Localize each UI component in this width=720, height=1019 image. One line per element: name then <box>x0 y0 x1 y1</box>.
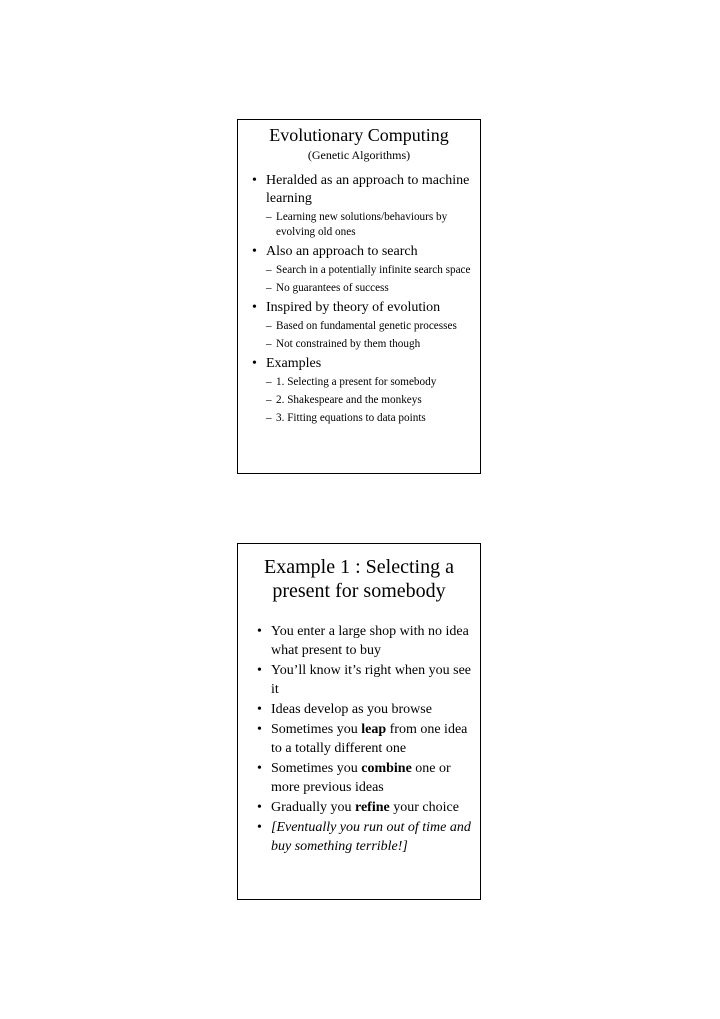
dash-icon: – <box>266 282 272 294</box>
bullet-icon: • <box>252 244 257 259</box>
dash-icon: – <box>266 211 272 223</box>
slide-subtitle: (Genetic Algorithms) <box>307 148 411 162</box>
bullet-text <box>271 722 467 756</box>
bold-keyword-combine: combine <box>361 761 412 776</box>
sub-bullet-text: 1. Selecting a present for somebody <box>276 376 437 388</box>
bullet-item <box>257 798 474 817</box>
sub-bullet-item <box>252 210 476 240</box>
sub-bullet-item <box>252 337 476 352</box>
bold-keyword-refine: refine <box>354 800 390 815</box>
bullet-item <box>257 720 474 758</box>
sub-bullet-text: 3. Fitting equations to data points <box>276 412 426 424</box>
bullet-item <box>252 355 476 373</box>
dash-icon: – <box>266 338 272 350</box>
slide-title-line-2: present for somebody <box>272 580 446 602</box>
bullet-icon: • <box>257 761 262 776</box>
sub-bullet-item <box>252 263 476 278</box>
bullet-text: You enter a large shop with no idea what present to buy <box>271 624 469 658</box>
bullet-icon: • <box>257 663 262 678</box>
dash-icon: – <box>266 320 272 332</box>
slide-title-line-1: Example 1 : Selecting a <box>264 556 454 578</box>
bullet-text: Also an approach to search <box>266 244 418 259</box>
slide-title: Evolutionary Computing <box>269 125 449 145</box>
bullet-icon: • <box>252 356 257 371</box>
bullet-item <box>257 759 474 797</box>
bullet-item <box>252 243 476 261</box>
bullet-text-italic: [Eventually you run out of time and buy something terrible!] <box>271 820 471 854</box>
sub-bullet-text: Based on fundamental genetic processes <box>276 320 457 332</box>
bullet-text: Ideas develop as you browse <box>271 702 432 717</box>
dash-icon: – <box>266 394 272 406</box>
bullet-item <box>257 818 474 856</box>
bullet-item <box>257 661 474 699</box>
bullet-icon: • <box>257 722 262 737</box>
text-segment: from one idea to a totally different one <box>271 722 468 756</box>
bullet-text <box>271 761 451 795</box>
bullet-list <box>238 622 480 856</box>
slide-title <box>238 555 480 603</box>
sub-bullet-text: No guarantees of success <box>276 282 389 294</box>
sub-bullet-text: 2. Shakespeare and the monkeys <box>276 394 422 406</box>
text-segment: your choice <box>389 800 459 815</box>
sub-bullet-item <box>252 393 476 408</box>
text-segment: one or more previous ideas <box>271 761 451 795</box>
bullet-text: Examples <box>266 356 322 371</box>
bullet-icon: • <box>252 173 257 188</box>
bullet-text: You’ll know it’s right when you see it <box>271 663 472 697</box>
bullet-icon: • <box>257 702 262 717</box>
bullet-icon: • <box>257 800 262 815</box>
bullet-item <box>252 172 476 208</box>
dash-icon: – <box>266 376 272 388</box>
bullet-icon: • <box>257 624 262 639</box>
bullet-item <box>257 700 474 719</box>
bullet-icon: • <box>252 300 257 315</box>
dash-icon: – <box>266 264 272 276</box>
sub-bullet-text: Not constrained by them though <box>276 338 421 350</box>
bullet-list <box>238 172 480 426</box>
slide-evolutionary-computing <box>237 119 481 474</box>
text-segment: Gradually you <box>271 800 355 815</box>
sub-bullet-item <box>252 319 476 334</box>
bullet-item <box>252 299 476 317</box>
text-segment: Sometimes you <box>271 761 362 776</box>
sub-bullet-item <box>252 411 476 426</box>
bullet-text: Heralded as an approach to machine learning <box>266 173 470 206</box>
bold-keyword-leap: leap <box>361 722 387 737</box>
bullet-icon: • <box>257 820 262 835</box>
slide-example-1 <box>237 543 481 900</box>
sub-bullet-text: Learning new solutions/behaviours by evolving old ones <box>276 211 448 238</box>
bullet-item <box>257 622 474 660</box>
dash-icon: – <box>266 412 272 424</box>
bullet-text <box>271 800 459 815</box>
sub-bullet-item <box>252 375 476 390</box>
sub-bullet-item <box>252 281 476 296</box>
sub-bullet-text: Search in a potentially infinite search space <box>276 264 471 276</box>
bullet-text: Inspired by theory of evolution <box>266 300 441 315</box>
text-segment: Sometimes you <box>271 722 362 737</box>
